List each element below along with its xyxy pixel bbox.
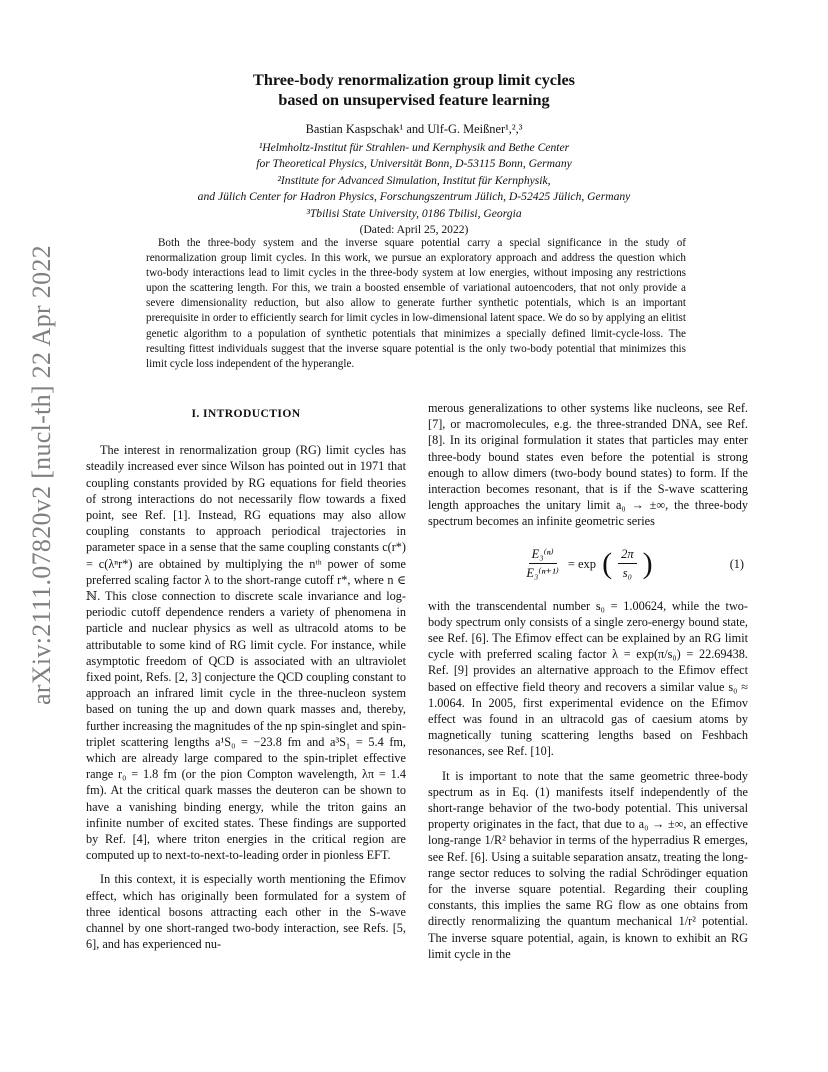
paragraph: with the transcendental number s₀ = 1.00624, while the two-body spectrum only consists of a single zero-energy bound state, see Ref. [6]. The Efimov effect can be explained by an RG limit cycle with preferred scaling factor λ = exp(π/s₀) = 22.69438. Ref. [9] provides an alternative approach to the Efimov effect based on effective field theory and recovers a similar value s₀ ≈ 1.0064. In 2005, first experimental evidence on the Efimov effect was found in an ultracold gas of caesium atoms by magnetically tuning scattering lengths based on Feshbach resonances, see Ref. [10].	[428, 598, 748, 759]
affiliations	[110, 140, 718, 238]
section-heading-introduction: I. INTRODUCTION	[191, 407, 301, 420]
title-line-1: Three-body renormalization group limit cycles	[253, 71, 575, 89]
left-column	[86, 404, 406, 953]
fraction-numerator: E₃⁽ⁿ⁾	[529, 546, 557, 564]
arxiv-identifier-stamp	[22, 245, 62, 705]
exponent-numerator: 2π	[618, 546, 637, 564]
abstract: Both the three-body system and the inverse square potential carry a special significance in the study of renormalization group limit cycles. In this work, we pursue an exploratory approach and address the question which two-body interactions lead to limit cycles in the three-body system at low energies, without imposing any restrictions upon the scattering length. For this, we train a boosted ensemble of variational autoencoders, that not only provide a severe dimensionality reduction, but also allow to generate further synthetic potentials, which is an important prerequisite in order to efficiently search for limit cycles in low-dimensional latent space. We do so by applying an elitist genetic algorithm to a population of synthetic potentials that minimizes a specially defined limit-cycle-loss. The resulting fittest individuals suggest that the inverse square potential is the only two-body potential that minimizes this limit cycle loss independent of the hyperangle.	[146, 237, 686, 370]
paragraph: In this context, it is especially worth mentioning the Efimov effect, which has originally been formulated for a system of three identical bosons attracting each other in the S-wave channel by one short-ranged two-body interaction, see Refs. [5, 6], and has experienced nu-	[86, 872, 406, 952]
author-list: Bastian Kaspschak¹ and Ulf-G. Meißner¹,²,³	[305, 122, 523, 136]
equation-1	[428, 534, 748, 594]
right-paren: )	[642, 546, 653, 580]
dated-line: (Dated: April 25, 2022)	[359, 223, 469, 237]
affiliation-line: ³Tbilisi State University, 0186 Tbilisi, Georgia	[306, 206, 522, 220]
affiliation-line: ¹Helmholtz-Institut für Strahlen- und Kernphysik and Bethe Center	[258, 141, 570, 154]
affiliation-line: ²Institute for Advanced Simulation, Institut für Kernphysik,	[277, 173, 551, 187]
affiliation-line: and Jülich Center for Hadron Physics, Forschungszentrum Jülich, D-52425 Jülich, Germany	[197, 190, 631, 204]
paragraph: merous generalizations to other systems like nucleons, see Ref. [7], or macromolecules, e.g. the three-stranded DNA, see Ref. [8]. In its original formulation it states that particles may enter three-body bound states even before the potential is strong enough to allow dimers (two-body bound states) to form. If the interaction becomes resonant, that is if the S-wave scattering length approaches the unitary limit a₀ → ±∞, the three-body spectrum becomes an infinite geometric series	[428, 401, 748, 529]
paper-title	[130, 70, 698, 110]
arxiv-stamp-text: arXiv:2111.07820v2 [nucl-th] 22 Apr 2022	[27, 245, 56, 705]
equation-number: (1)	[729, 556, 744, 571]
left-paren: (	[602, 546, 613, 580]
equals-exp: = exp	[567, 556, 597, 571]
title-line-2: based on unsupervised feature learning	[278, 91, 550, 109]
right-column	[428, 400, 748, 962]
exponent-fraction	[618, 546, 637, 581]
energy-ratio-fraction	[523, 546, 561, 581]
affiliation-line: for Theoretical Physics, Universität Bonn, D-53115 Bonn, Germany	[256, 157, 572, 171]
paragraph: It is important to note that the same geometric three-body spectrum as in Eq. (1) manifests itself independently of the short-range behavior of the two-body potential. This universal property originates in the fact, that due to a₀ → ±∞, an effective long-range 1/R² behavior in terms of the hyperradius R emerges, see Ref. [6]. Using a suitable separation ansatz, treating the long-range sector reduces to solving the radial Schrödinger equation for the inverse square potential. Regarding their coupling constants, this implies the same RG flow as one obtains from directly renormalizing the quantum mechanical 1/r² potential. The inverse square potential, again, is known to exhibit an RG limit cycle in the	[428, 768, 748, 961]
paragraph: The interest in renormalization group (RG) limit cycles has steadily increased ever since Wilson has pointed out in 1971 that coupling constants provided by RG equations for field theories of strong interactions do not necessarily flow towards a fixed point, see Ref. [1]. Instead, RG equations may also allow coupling constants to approach periodical trajectories in parameter space in a sense that the same coupling constants c(r*) = c(λⁿr*) are obtained by multiplying the nᵗʰ power of some preferred scaling factor λ to the short-range cutoff r*, where n ∈ ℕ. This close connection to discrete scale invariance and log-periodic cutoff dependence renders a variety of phenomena in particle and nuclear physics as well as ultracold atoms to be attributable to some kind of RG limit cycle. For instance, while asymptotic freedom of QCD is associated with an ultraviolet fixed point, Refs. [2, 3] conjecture the QCD coupling constant to approach an infrared limit cycle in the three-nucleon system based on tuning the up and down quark masses and, thereby, further increasing the magnitudes of the np spin-singlet and spin-triplet scattering lengths a¹S₀ = −23.8 fm and a³S₁ = 5.4 fm, which are already large compared to the spin-triplet effective range r₀ = 1.8 fm (or the pion Compton wavelength, λπ = 1.4 fm). At the critical quark masses the deuteron can be shown to have a vanishing binding energy, while the triton gains an infinite number of excited states. These findings are supported by Ref. [4], where triton energies in the critical region are computed up to next-to-next-to-leading order in pionless EFT.	[86, 443, 406, 863]
exponent-denominator: s₀	[622, 566, 632, 581]
fraction-denominator: E₃⁽ⁿ⁺¹⁾	[526, 566, 559, 581]
